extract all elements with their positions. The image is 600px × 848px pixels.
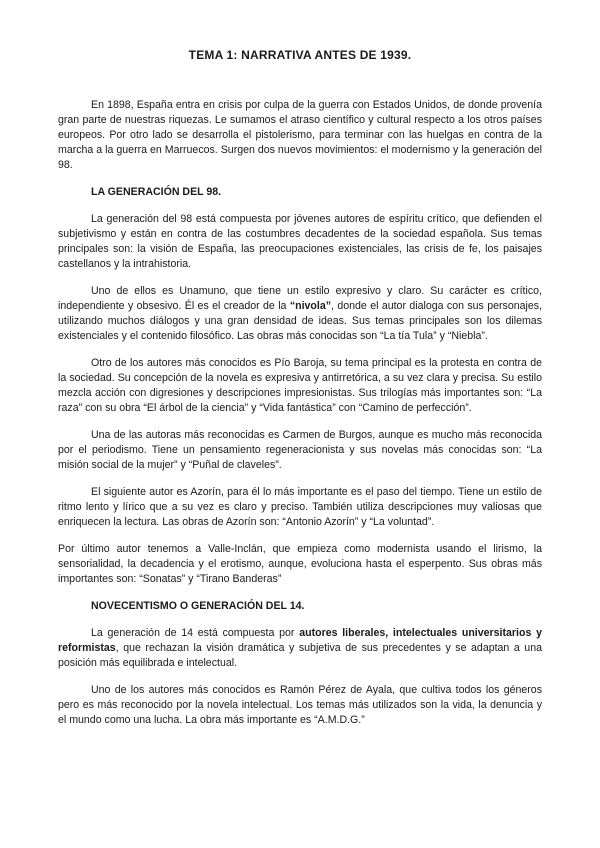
document-title: TEMA 1: NARRATIVA ANTES DE 1939. [188, 48, 412, 62]
ayala-paragraph: Uno de los autores más conocidos es Ramón Pérez de Ayala, que cultiva todos los géneros pero es más reconocido por la novela intelectual. Los temas más utilizados son la vida, la denuncia y el mundo como una lucha. La obra más importante es “A.M.D.G.” [58, 684, 542, 726]
gen14-description-paragraph [58, 626, 542, 671]
gen14-text-start: La generación de 14 está compuesta por [91, 627, 300, 639]
gen98-description-paragraph: La generación del 98 está compuesta por jóvenes autores de espíritu crítico, que defienden el subjetivismo y están en contra de las costumbres decadentes de la sociedad española. Sus temas principales son: la visión de España, las preocupaciones existenciales, las crisis de fe, los paisajes castellanos y la intrahistoria. [58, 213, 542, 270]
baroja-paragraph: Otro de los autores más conocidos es Pío Baroja, su tema principal es la protesta en contra de la sociedad. Su concepción de la novela es expresiva y antirretórica, a su vez clara y precisa. Su estilo mezcla acción con digresiones y descripciones impresionistas. Sus trilogías más importantes son: “La raza” con su obra “El árbol de la ciencia” y “Vida fantástica” con “Camino de perfección”. [58, 357, 542, 414]
nivola-term: “nivola” [289, 300, 332, 312]
burgos-paragraph: Una de las autoras más reconocidas es Carmen de Burgos, aunque es mucho más reconocida por el periodismo. Tiene un pensamiento regeneracionista y sus novelas más conocidas son: “La misión social de la mujer” y “Puñal de claveles”. [58, 429, 542, 471]
unamuno-text-start: Uno de ellos es Unamuno, que tiene un estilo expresivo y claro. Su carácter es crítico, independiente y obsesivo. Él es el creador de la [58, 285, 542, 312]
section-heading-98: LA GENERACIÓN DEL 98. [91, 186, 222, 198]
section-heading-14: NOVECENTISMO O GENERACIÓN DEL 14. [91, 600, 305, 612]
unamuno-text-end: , donde el autor dialoga con sus personajes, utilizando muchos diálogos y una gran densidad de ideas. Sus temas principales son los dilemas existenciales y el contenido filosófico. Las obras más conocidas son “La tía Tula” y “Niebla”. [58, 300, 542, 342]
gen14-text-end: , que rechazan la visión dramática y subjetiva de sus precedentes y se adaptan a una posición más equilibrada e intelectual. [58, 642, 542, 669]
intro-paragraph: En 1898, España entra en crisis por culpa de la guerra con Estados Unidos, de donde provenía gran parte de nuestras riquezas. Le sumamos el atraso científico y cultural respecto a los otros países europeos. Por otro lado se desarrolla el pistolerismo, para terminar con las huelgas en contra de la marcha a la guerra en Marruecos. Surgen dos nuevos movimientos: el modernismo y la generación del 98. [58, 99, 542, 171]
azorin-paragraph: El siguiente autor es Azorín, para él lo más importante es el paso del tiempo. Tiene un estilo de ritmo lento y lírico que a su vez es claro y preciso. También utiliza descripciones muy valiosas que enriquecen la lectura. Las obras de Azorín son: “Antonio Azorín” y “La voluntad”. [58, 486, 542, 528]
unamuno-paragraph [58, 284, 542, 344]
valle-inclan-paragraph: Por último autor tenemos a Valle-Inclán, que empieza como modernista usando el lirismo, la sensorialidad, la decadencia y el erotismo, aunque, evoluciona hasta el esperpento. Sus obras más importantes son: “Sonatas” y “Tirano Banderas” [58, 543, 542, 585]
gen14-bold-phrase: autores liberales, intelectuales universitarios y reformistas [58, 627, 542, 654]
